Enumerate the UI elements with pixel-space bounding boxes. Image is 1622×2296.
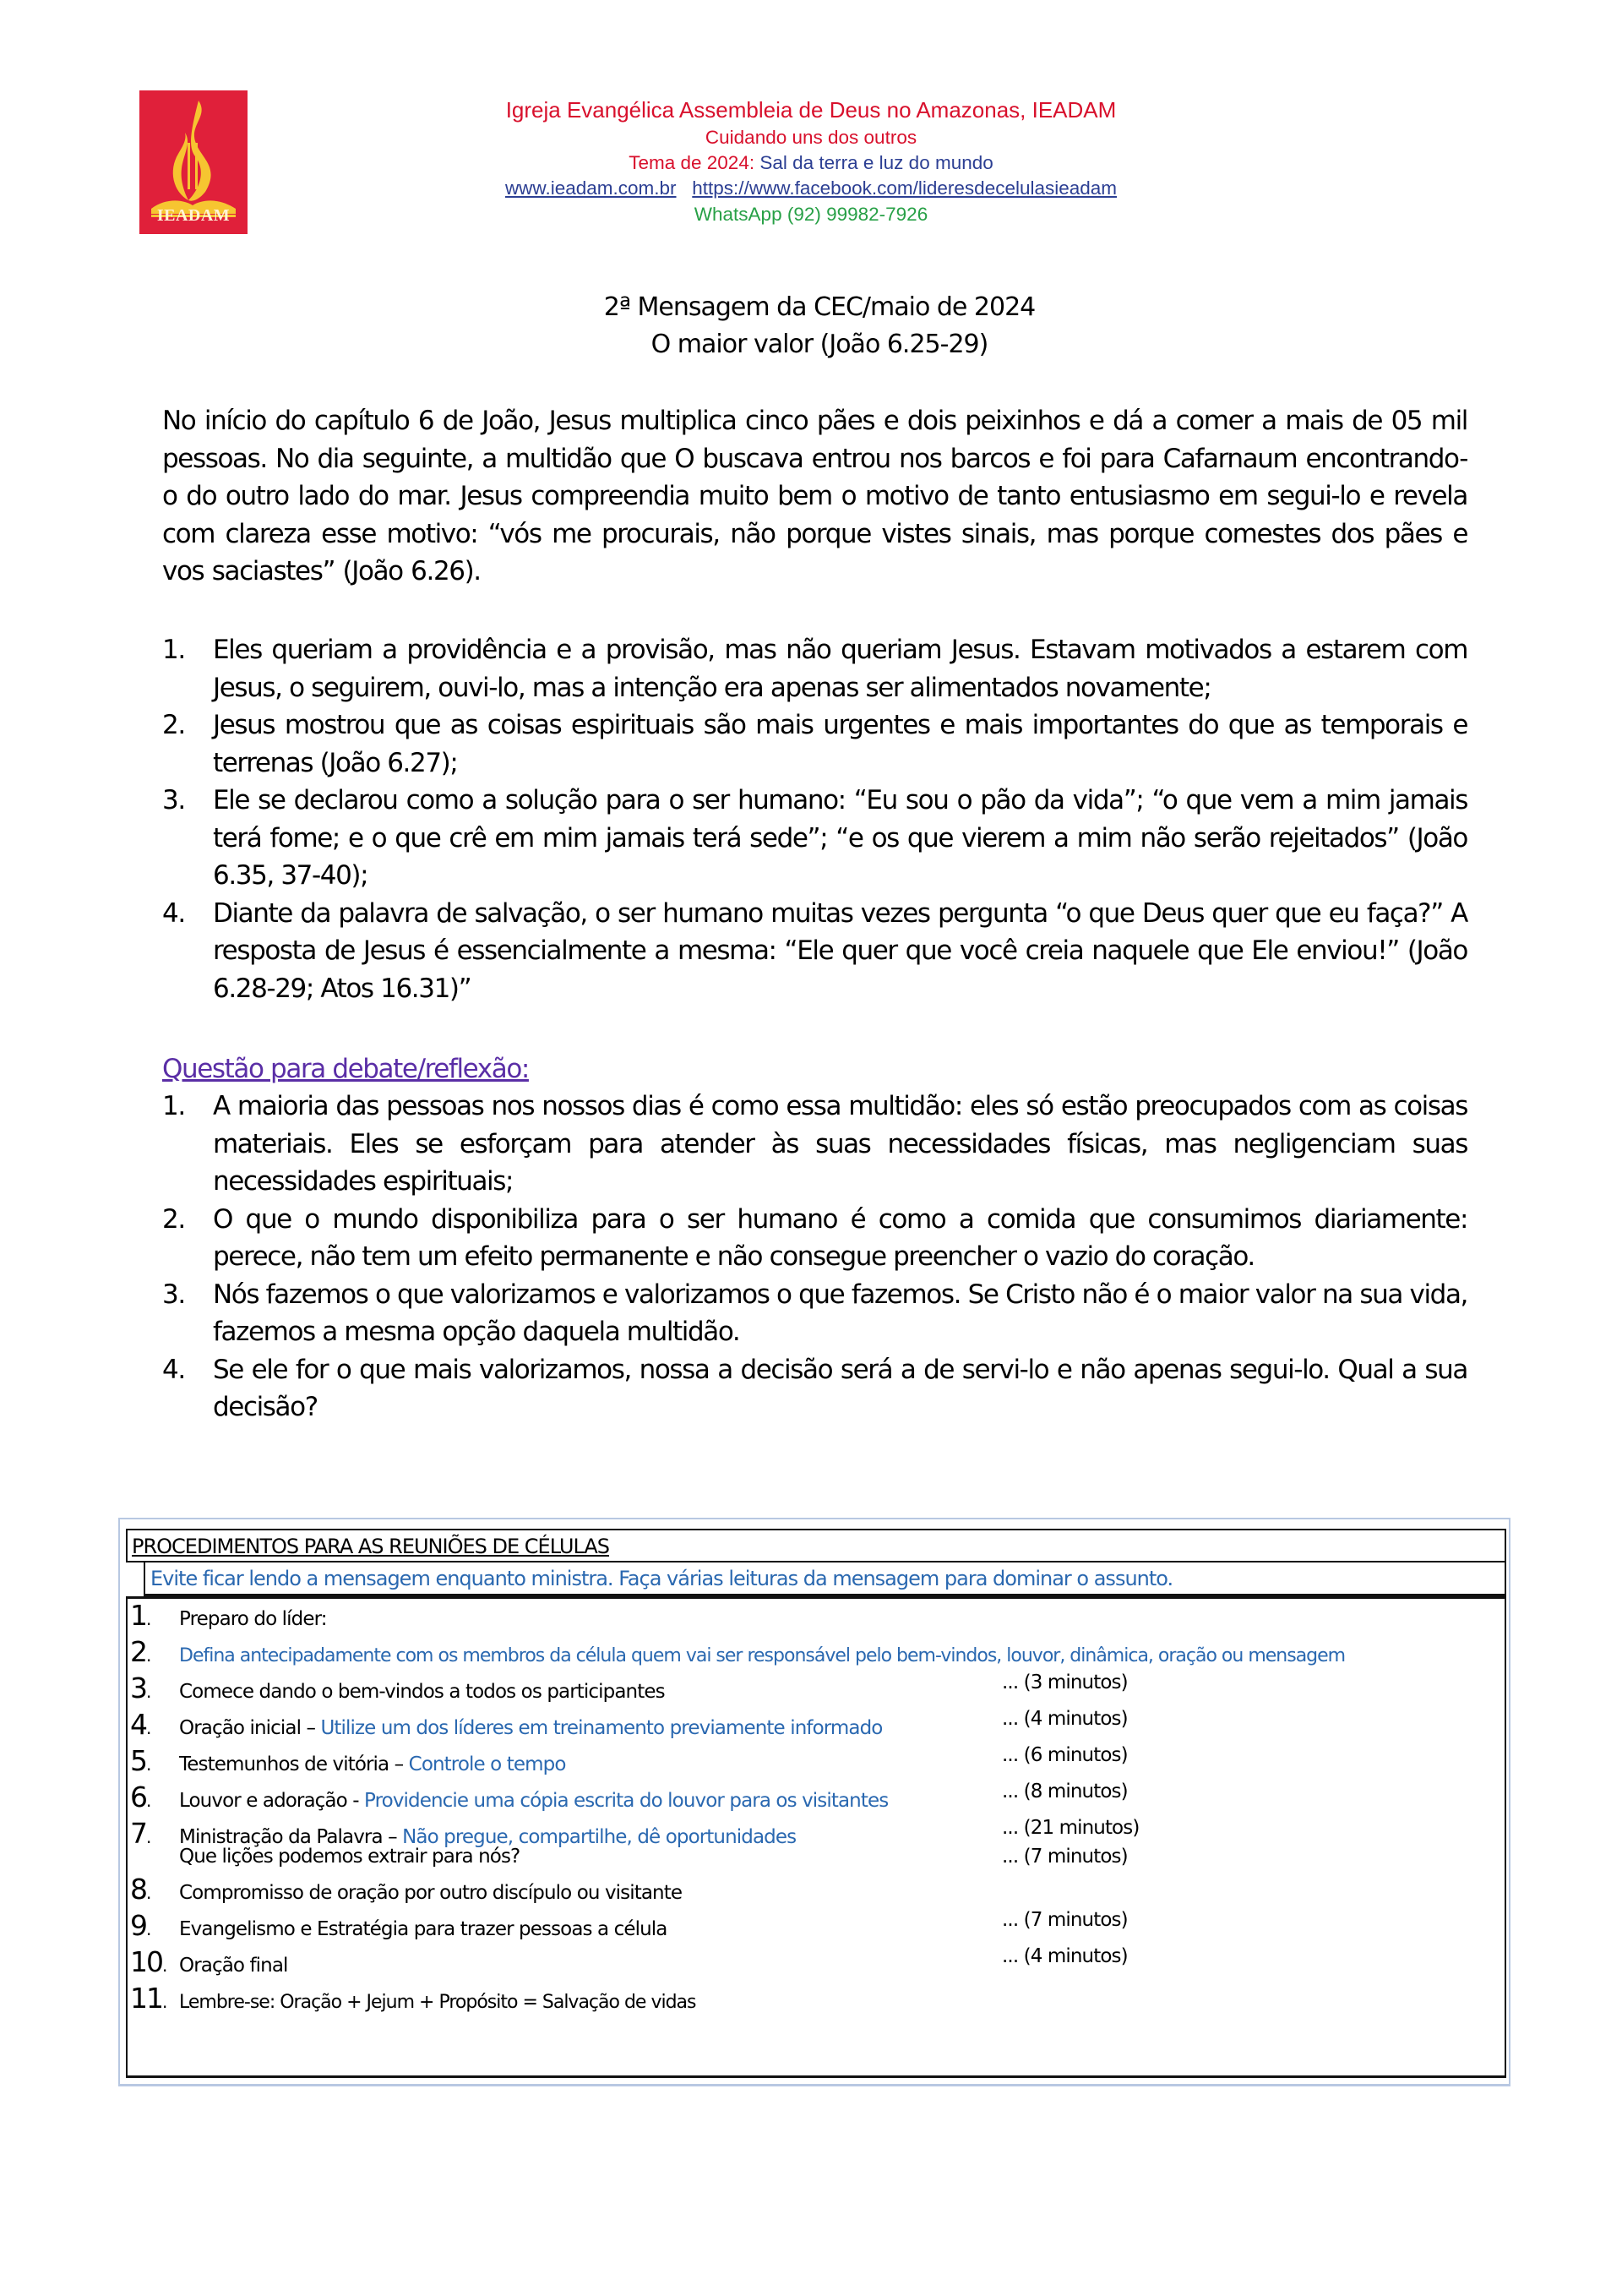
procedure-duration: ... (7 minutos) xyxy=(1002,1909,1128,1931)
procedure-duration: ... (3 minutos) xyxy=(1002,1672,1128,1693)
list-text: Se ele for o que mais valorizamos, nossa a decisão será a de servi-lo e não apenas segui-lo. Qual a sua decisão? xyxy=(213,1354,1467,1422)
procedure-hint: Controle o tempo xyxy=(408,1753,566,1775)
links-line xyxy=(253,176,1369,201)
procedure-item xyxy=(130,1635,1507,1672)
list-text: O que o mundo disponibiliza para o ser humano é como a comida que consumimos diariamente: perece, não tem um efeito permanente e não consegue preencher o vazio do coração. xyxy=(213,1203,1467,1272)
procedure-number: 9. xyxy=(130,1909,150,1942)
procedure-text: Que lições podemos extrair para nós? xyxy=(179,1846,520,1868)
list-item xyxy=(162,706,1467,782)
list-item xyxy=(162,1088,1467,1201)
church-motto: Cuidando uns dos outros xyxy=(705,127,917,148)
procedure-number: 4. xyxy=(130,1708,150,1741)
procedure-number: 2. xyxy=(130,1635,150,1668)
message-title xyxy=(152,289,1487,363)
procedure-text: Oração final xyxy=(179,1955,288,1977)
procedure-hint: Defina antecipadamente com os membros da célula quem vai ser responsável pelo bem-vindos, louvor, dinâmica, oração ou mensagem xyxy=(179,1645,1346,1666)
procedure-hint: Não pregue, compartilhe, dê oportunidades xyxy=(402,1826,797,1848)
list-number: 1. xyxy=(162,635,185,665)
procedure-number: 3. xyxy=(130,1672,150,1704)
procedures-list xyxy=(130,1599,1507,2018)
procedure-duration: ... (4 minutos) xyxy=(1002,1945,1128,1967)
procedure-number: 1. xyxy=(130,1599,150,1632)
procedure-text: Lembre-se: Oração + Jejum + Propósito = Salvação de vidas xyxy=(179,1992,696,2013)
church-name: Igreja Evangélica Assembleia de Deus no Amazonas, IEADAM xyxy=(505,97,1117,123)
procedure-number: 7. xyxy=(130,1817,150,1850)
questions-heading: Questão para debate/reflexão: xyxy=(162,1054,529,1084)
procedure-item xyxy=(130,1708,1507,1744)
procedure-item xyxy=(130,1599,1507,1635)
procedure-item xyxy=(130,1909,1507,1945)
procedure-item xyxy=(130,1945,1507,1982)
list-number: 1. xyxy=(162,1091,185,1121)
list-item xyxy=(162,895,1467,1008)
list-text: Diante da palavra de salvação, o ser humano muitas vezes pergunta “o que Deus quer que eu faça?” A resposta de Jesus é essencialmente a mesma: “Ele quer que você creia naquele que Ele enviou!” (João 6.28-29; Atos 16.31)” xyxy=(213,897,1467,1004)
church-header xyxy=(253,95,1369,228)
website-link[interactable]: www.ieadam.com.br xyxy=(504,177,677,199)
procedure-text: Ministração da Palavra – Não pregue, compartilhe, dê oportunidades xyxy=(179,1826,797,1848)
church-logo xyxy=(139,90,248,234)
procedure-text: Compromisso de oração por outro discípulo ou visitante xyxy=(179,1882,683,1904)
intro-paragraph: No início do capítulo 6 de João, Jesus multiplica cinco pães e dois peixinhos e dá a comer a mais de 05 mil pessoas. No dia seguinte, a multidão que O buscava entrou nos barcos e foi para Cafarnaum encontrando-o do outro lado do mar. Jesus compreendia muito bem o motivo de tanto entusiasmo em segui-lo e revela com clareza esse motivo: “vós me procurais, não porque vistes sinais, mas porque comestes dos pães e vos saciastes” (João 6.26). xyxy=(162,406,1467,586)
procedure-number: 8. xyxy=(130,1873,150,1906)
procedure-subitem xyxy=(130,1846,1507,1873)
procedure-number: 10. xyxy=(130,1945,166,1978)
theme-value: Sal da terra e luz do mundo xyxy=(754,152,993,173)
list-number: 3. xyxy=(162,785,185,815)
procedure-duration: ... (6 minutos) xyxy=(1002,1744,1128,1766)
procedure-text: Testemunhos de vitória – Controle o tempo xyxy=(179,1753,566,1775)
list-text: Nós fazemos o que valorizamos e valorizamos o que fazemos. Se Cristo não é o maior valor na sua vida, fazemos a mesma opção daquela multidão. xyxy=(213,1279,1467,1347)
procedure-number: 5. xyxy=(130,1744,150,1777)
list-item xyxy=(162,782,1467,895)
list-item xyxy=(162,1276,1467,1351)
list-number: 2. xyxy=(162,1203,185,1235)
message-subject: O maior valor (João 6.25-29) xyxy=(650,330,988,359)
procedure-duration: ... (21 minutos) xyxy=(1002,1817,1140,1839)
procedure-item xyxy=(130,1744,1507,1781)
whatsapp-contact: WhatsApp (92) 99982-7926 xyxy=(694,204,928,225)
procedure-number: 11. xyxy=(130,1982,166,2015)
procedure-item xyxy=(130,1781,1507,1817)
message-series: 2ª Mensagem da CEC/maio de 2024 xyxy=(603,292,1036,322)
list-text: A maioria das pessoas nos nossos dias é como essa multidão: eles só estão preocupados com as coisas materiais. Eles se esforçam para atender às suas necessidades físicas, mas negligenciam suas necessidades espirituais; xyxy=(213,1091,1467,1197)
procedure-number: 6. xyxy=(130,1781,150,1813)
procedures-tip: Evite ficar lendo a mensagem enquanto ministra. Faça várias leituras da mensagem para dominar o assunto. xyxy=(144,1562,1506,1596)
procedure-item xyxy=(130,1672,1507,1708)
procedure-duration: ... (8 minutos) xyxy=(1002,1781,1128,1802)
questions-list xyxy=(162,1088,1467,1426)
list-number: 3. xyxy=(162,1279,185,1310)
main-points-list xyxy=(162,631,1467,1007)
list-item xyxy=(162,631,1467,706)
procedure-hint: Providencie uma cópia escrita do louvor para os visitantes xyxy=(364,1790,889,1812)
list-number: 2. xyxy=(162,710,185,740)
procedures-heading xyxy=(126,1529,1506,1562)
facebook-link[interactable]: https://www.facebook.com/lideresdecelulasieadam xyxy=(692,177,1118,199)
flame-book-icon xyxy=(139,90,248,217)
procedure-text: Comece dando o bem-vindos a todos os participantes xyxy=(179,1681,665,1703)
theme-label: Tema de 2024: xyxy=(629,152,755,173)
list-number: 4. xyxy=(162,897,185,929)
procedure-hint: Utilize um dos líderes em treinamento previamente informado xyxy=(320,1717,883,1739)
logo-text: IEADAM xyxy=(156,206,231,225)
list-text: Ele se declarou como a solução para o ser humano: “Eu sou o pão da vida”; “o que vem a mim jamais terá fome; e o que crê em mim jamais terá sede”; “e os que vierem a mim não serão rejeitados” (João 6.35, 37-40); xyxy=(213,785,1467,891)
procedure-text: Louvor e adoração - Providencie uma cópia escrita do louvor para os visitantes xyxy=(179,1790,889,1812)
procedure-text: Preparo do líder: xyxy=(179,1608,327,1630)
list-text: Jesus mostrou que as coisas espirituais são mais urgentes e mais importantes do que as temporais e terrenas (João 6.27); xyxy=(213,710,1467,778)
procedure-duration: ... (7 minutos) xyxy=(1002,1846,1128,1868)
list-item xyxy=(162,1201,1467,1276)
procedure-text: Evangelismo e Estratégia para trazer pessoas a célula xyxy=(179,1918,667,1940)
procedure-text: Oração inicial – Utilize um dos líderes em treinamento previamente informado xyxy=(179,1717,883,1739)
year-theme xyxy=(253,150,1369,176)
procedures-heading-text: PROCEDIMENTOS PARA AS REUNIÕES DE CÉLULAS xyxy=(132,1535,610,1558)
list-number: 4. xyxy=(162,1354,185,1385)
list-text: Eles queriam a providência e a provisão, mas não queriam Jesus. Estavam motivados a estarem com Jesus, o seguirem, ouvi-lo, mas a intenção era apenas ser alimentados novamente; xyxy=(213,635,1467,703)
list-item xyxy=(162,1351,1467,1426)
procedure-duration: ... (4 minutos) xyxy=(1002,1708,1128,1730)
procedure-item xyxy=(130,1982,1507,2018)
procedure-item xyxy=(130,1873,1507,1909)
procedure-text xyxy=(179,1645,1345,1666)
